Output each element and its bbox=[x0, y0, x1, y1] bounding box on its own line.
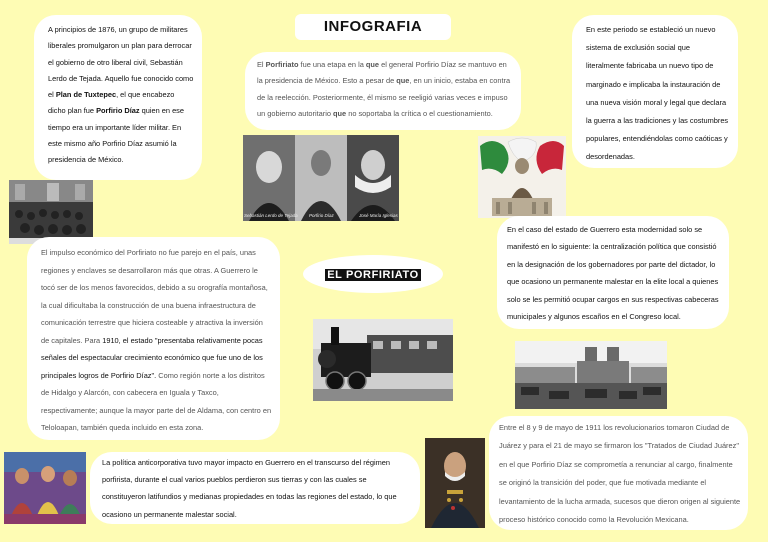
portrait-caption: Sebastián Lerdo de Tejada bbox=[244, 213, 298, 218]
bold-term: que bbox=[396, 76, 410, 86]
card-guerrero-modernidad bbox=[497, 216, 729, 329]
bold-term: Porfirio Díaz bbox=[96, 106, 140, 116]
text-segment: , en un inicio, estaba en contra de la reelección. Posteriormente, él mismo se reeligió varias veces e impuso un gobierno autoritario bbox=[257, 76, 511, 119]
card-text: El impulso económico del Porfiriato no fue parejo en el país, unas regiones y enclaves se desarrollaron más que otras. A Guerrero le tocó ser de los menos favorecidos, debido a su orografía montañosa, la cual dificultaba la construcción de una buena infraestructura de comunicación terrestre que hiciera costeable y atractiva la inversión de capitales. Para 1910, el estado "presentaba relativamente pocas señales del espectacular crecimiento económico que fue uno de los principales logros de Porfirio Díaz". Como región norte a los distritos de Hidalgo y Alarcón, con cabecera en Iguala y Taxco, respectivamente; aunque la mayor parte del de Aldama, con centro en Teloloapan, también queda incluido en esta zona. bbox=[41, 248, 272, 432]
card-impulso-economico bbox=[27, 237, 280, 440]
card-text bbox=[257, 57, 513, 123]
bold-term: Plan de Tuxtepec bbox=[55, 90, 117, 100]
card-text: La política anticorporativa tuvo mayor impacto en Guerrero en el transcurso del régimen porfirista, durante el cual varios pueblos perdieron sus tierras y con las cuales se constituyeron latifundios y medianas propiedades en todas las regiones del estado, lo que ocasiono un permanente malestar social. bbox=[102, 458, 397, 519]
card-exclusion-social bbox=[572, 15, 738, 168]
card-text: En este periodo se estableció un nuevo sistema de exclusión social que literalmente fabricaba un nuevo tipo de marginado e implicaba la instauración de una nueva visión moral y legal que declara la guerra a las tradiciones y las costumbres populares, entendiéndolas como caóticas y desordenadas. bbox=[586, 25, 729, 162]
portrait-caption: José María Iglesias bbox=[359, 213, 398, 218]
text-segment: , el que encabezo dicho plan fue bbox=[48, 90, 175, 116]
card-text: Entre el 8 y 9 de mayo de 1911 los revolucionarios tomaron Ciudad de Juárez y para el 21 de mayo se firmaron los "Tratados de Ciudad Juárez" en el que Porfirio Díaz se comprometía a renunciar al cargo, finalmente se originó la transición del poder, que fue motivada mediante el levantamiento de la lucha armada, sucesos que dieron origen al siguiente proceso histórico conocido como la Revolución Mexicana. bbox=[499, 423, 741, 525]
painting-image bbox=[4, 452, 86, 524]
porfirio-portrait bbox=[425, 438, 485, 528]
card-porfiriato-definition bbox=[245, 52, 521, 130]
page-title: INFOGRAFIA bbox=[295, 14, 451, 40]
portraits-photo bbox=[243, 135, 399, 221]
text-segment: El bbox=[257, 60, 266, 69]
subtitle: EL PORFIRIATO bbox=[327, 269, 419, 281]
card-plan-tuxtepec bbox=[34, 15, 202, 180]
flag-illustration bbox=[478, 136, 566, 218]
text-segment: no soportaba la crítica o el cuestionamiento. bbox=[346, 109, 493, 119]
card-text bbox=[48, 22, 194, 169]
text-segment: quien en ese tiempo era un importante líder militar. En este mismo año Porfirio Díaz asumió la presidencia de México. bbox=[48, 106, 184, 165]
card-tratados-ciudad-juarez bbox=[489, 416, 748, 530]
train-photo bbox=[313, 319, 453, 401]
zocalo-photo bbox=[515, 341, 667, 409]
portrait-caption: Porfirio Díaz bbox=[309, 213, 334, 218]
card-text: En el caso del estado de Guerrero esta modernidad solo se manifestó en lo siguiente: la centralización política que consistió en la designación de los gobernadores por parte del dictador, lo que ocasiono un permanente malestar en la elite local a quienes solo se les permitió ocupar cargos en sus respectivas cabeceras municipales y algunos escaños en el Congreso local. bbox=[507, 225, 719, 322]
text-segment: el general Porfirio Díaz se mantuvo en la presidencia de México. Esto a pesar de bbox=[257, 60, 507, 86]
assembly-photo bbox=[9, 180, 93, 244]
bold-term: que bbox=[365, 60, 380, 69]
text-segment: A principios de 1876, un grupo de militares liberales promulgaron un plan para derrocar el gobierno de otro liberal civil, Sebastián Lerdo de Tejada. Aquello fue conocido como el bbox=[48, 25, 194, 100]
bold-term: que bbox=[333, 109, 347, 119]
card-politica-anticorporativa bbox=[90, 452, 420, 524]
text-segment: fue una etapa en la bbox=[298, 60, 366, 69]
bold-term: Porfiriato bbox=[265, 60, 299, 69]
subtitle-ellipse bbox=[303, 255, 443, 293]
